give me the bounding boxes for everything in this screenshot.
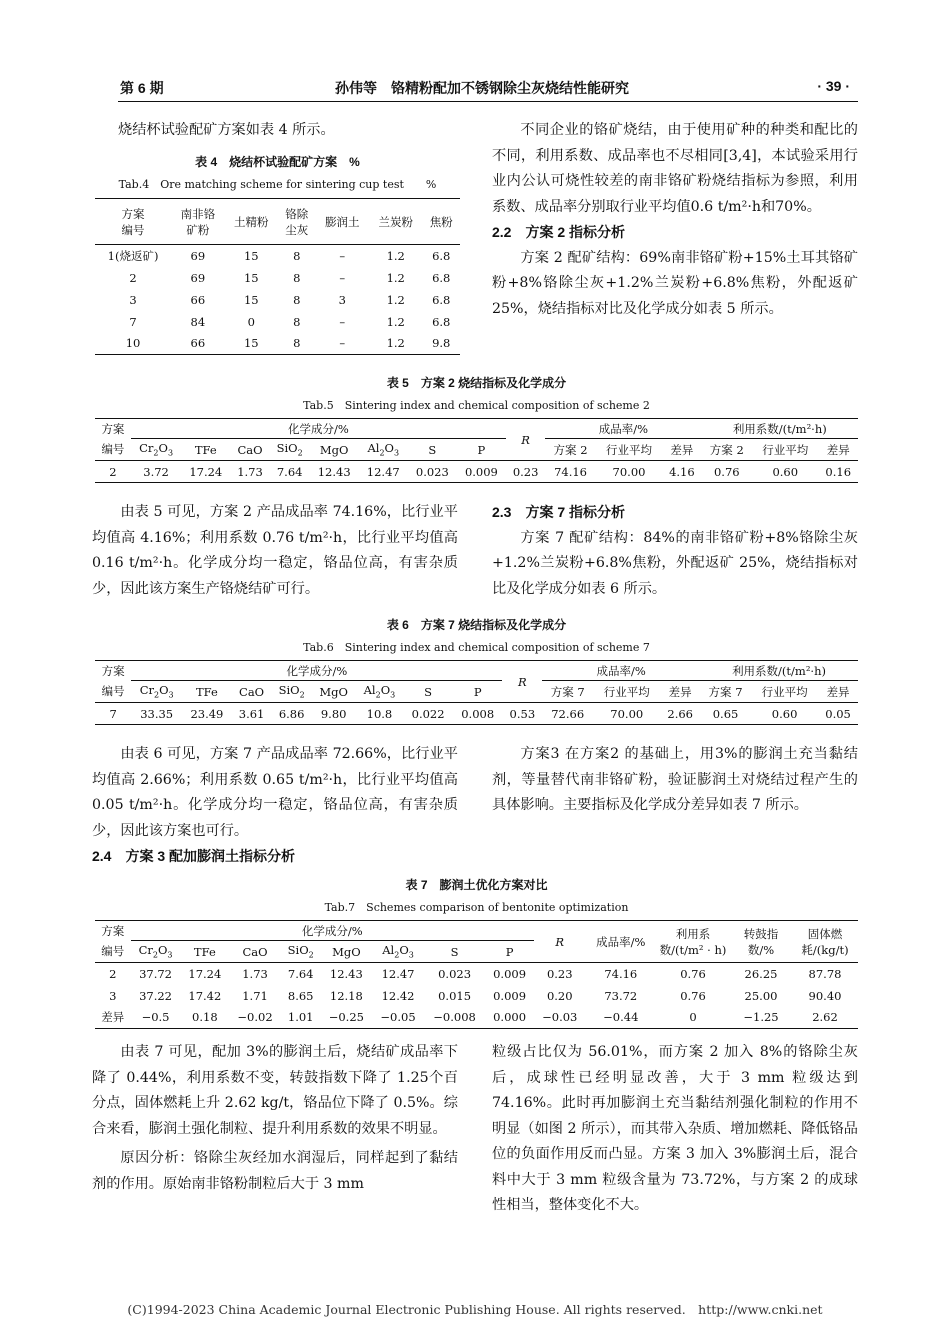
t6-s7a: 方案 7	[550, 684, 585, 699]
table-cell: 69	[190, 270, 206, 285]
t5-avgb: 行业平均	[762, 442, 809, 457]
table6-grid	[95, 660, 858, 725]
table-cell: 2.62	[812, 1010, 838, 1025]
table-cell: 3.61	[238, 706, 265, 721]
table-cell: −0.44	[603, 1010, 639, 1025]
table-cell: 1.2	[386, 248, 405, 263]
t5-al2o3: $Al_2O_3$	[367, 441, 400, 458]
paragraph: 方案 7 配矿结构：84%的南非铬矿粉+8%铬除尘灰+1.2%兰炭粉+6.8%焦粉，外配返矿 25%，烧结指标对比及化学成分如表 6 所示。	[492, 529, 858, 597]
table-cell: 1.2	[386, 336, 405, 351]
table-cell: −0.008	[433, 1010, 476, 1025]
table-cell: 72.66	[551, 706, 585, 721]
table-cell: 26.25	[744, 966, 778, 981]
table-cell: −0.25	[328, 1010, 364, 1025]
table-cell: 0.022	[411, 706, 445, 721]
table4-caption-en: Tab.4 Ore matching scheme for sintering cup test %	[118, 178, 437, 191]
running-header	[120, 78, 850, 98]
t5-yield: 成品率/%	[545, 419, 701, 439]
table-cell: 0.009	[464, 464, 498, 479]
paragraph: 方案3 在方案2 的基础上，用3%的膨润土充当黏结剂，等量替代南非铬矿粉，验证膨润土对烧结过程产生的具体影响。主要指标及化学成分差异如表 7 所示。	[492, 746, 858, 813]
table-cell: 差异	[101, 1010, 125, 1025]
table-cell: 17.42	[188, 988, 222, 1003]
t7-mgo: MgO	[332, 944, 361, 959]
section-2-4-heading: 2.4 方案 3 配加膨润土指标分析	[92, 848, 296, 864]
table-cell: –	[339, 336, 346, 351]
t7-bianhao: 编号	[101, 944, 125, 959]
table-cell: 8	[293, 270, 301, 285]
t6-diffa: 差异	[668, 684, 692, 699]
table-cell: 0.16	[825, 464, 852, 479]
table-cell: 8	[293, 336, 301, 351]
t6-diffb: 差异	[826, 684, 850, 699]
t7-al2o3: $Al_2O_3$	[382, 943, 414, 960]
table-cell: 0.23	[512, 464, 539, 479]
t4-h3: 铬除 尘灰	[285, 206, 309, 237]
table-cell: 1.2	[386, 314, 405, 329]
t5-p: P	[477, 442, 486, 457]
t7-R: R	[555, 934, 565, 949]
paragraph: 由表 5 可见，方案 2 产品成品率 74.16%，比行业平均值高 4.16%；利用系数 0.76 t/m²·h，比行业平均值高 0.16 t/m²·h。化学成分均一稳定，铬品位高，有害杂质少，因此该方案生产铬烧结矿可行。	[92, 504, 458, 597]
t6-R: R	[518, 674, 527, 689]
t6-avga: 行业平均	[603, 684, 650, 699]
t4-h1: 南非铬 矿粉	[180, 206, 216, 237]
table-cell: 0.000	[493, 1010, 527, 1025]
table-cell: –	[339, 270, 346, 285]
table-cell: 15	[243, 248, 259, 263]
table-cell: 1.01	[287, 1010, 314, 1025]
table-cell: 33.35	[140, 706, 174, 721]
t7-fuel: 固体燃耗/(kg/t)	[801, 926, 849, 957]
t5-s2a: 方案 2	[553, 442, 588, 457]
table-cell: 8	[293, 248, 301, 263]
t5-tfe: TFe	[194, 442, 217, 457]
table-cell: 3	[338, 292, 346, 307]
t5-mgo: MgO	[319, 442, 349, 457]
table-cell: 12.47	[366, 464, 400, 479]
table-cell: 1(烧返矿)	[107, 248, 159, 263]
table-cell: 6.8	[432, 314, 451, 329]
table-cell: 6.8	[432, 292, 451, 307]
paragraph: 不同企业的铬矿烧结，由于使用矿种的种类和配比的不同，利用系数、成品率也不尽相同[3,4]，本试验采用行业内公认可烧性较差的南非铬矿粉烧结指标为参照，利用系数、成品率分别取行业平均值0.6 t/m²·h和70%。	[492, 122, 858, 215]
table-cell: 6.8	[432, 248, 451, 263]
table-cell: 0.009	[493, 966, 527, 981]
table-cell: 9.8	[432, 336, 451, 351]
table6-caption-cn: 表 6 方案 7 烧结指标及化学成分	[386, 618, 567, 632]
issue-label: 第 6 期	[120, 80, 164, 96]
t6-util: 利用系数/(t/m²·h)	[700, 661, 858, 681]
t5-sio2: SiO$_2$	[276, 441, 303, 458]
right-scheme3	[492, 742, 858, 819]
table-cell: 7.64	[276, 464, 303, 479]
table-cell: 0	[689, 1010, 697, 1025]
table-cell: 12.43	[329, 966, 363, 981]
table-cell: 1.71	[242, 988, 268, 1003]
table-cell: 10.8	[366, 706, 393, 721]
table-cell: 12.47	[381, 966, 415, 981]
table-cell: 0.023	[438, 966, 472, 981]
table4-caption-cn: 表 4 烧结杯试验配矿方案 %	[195, 155, 360, 169]
t5-avga: 行业平均	[606, 442, 652, 457]
header-title: 孙伟等 铬精粉配加不锈钢除尘灰烧结性能研究	[335, 80, 629, 96]
t4-h2: 土精粉	[234, 214, 269, 229]
table5	[95, 374, 858, 483]
table-cell: 73.72	[604, 988, 638, 1003]
t7-p: P	[505, 944, 514, 959]
table-cell: 0.65	[712, 706, 739, 721]
table5-grid	[95, 418, 858, 483]
t5-R: R	[521, 432, 530, 447]
t7-sio2: SiO$_2$	[287, 943, 314, 960]
t7-s: S	[450, 944, 459, 959]
table-cell: 1.73	[237, 464, 263, 479]
table-cell: 1.2	[386, 292, 405, 307]
t6-s7b: 方案 7	[708, 684, 743, 699]
table-cell: 3	[129, 292, 137, 307]
table-cell: 2	[109, 966, 117, 981]
table-cell: 74.16	[604, 966, 638, 981]
table-cell: −0.02	[237, 1010, 273, 1025]
table-cell: 0.05	[825, 706, 851, 721]
table-cell: 12.42	[381, 988, 415, 1003]
table-cell: 3	[109, 988, 117, 1003]
t5-chem: 化学成分/%	[131, 419, 506, 439]
table-cell: −0.03	[542, 1010, 578, 1025]
table-cell: 1.73	[242, 966, 268, 981]
table-cell: 8	[293, 292, 301, 307]
table-cell: 0	[247, 314, 255, 329]
right-scheme7	[492, 500, 858, 602]
intro-text: 烧结杯试验配矿方案如表 4 所示。	[118, 122, 335, 138]
table6	[95, 616, 858, 725]
section-2-2-heading: 2.2 方案 2 指标分析	[492, 224, 626, 240]
t4-h5: 兰炭粉	[378, 214, 413, 229]
table-cell: 0.18	[192, 1010, 218, 1025]
table5-caption-en: Tab.5 Sintering index and chemical composition of scheme 2	[303, 399, 650, 412]
t7-cr2o3: $Cr_2O_3$	[138, 943, 173, 960]
t5-cr2o3: $Cr_2O_3$	[139, 441, 174, 458]
table-cell: 6.8	[432, 270, 451, 285]
t5-diffa: 差异	[670, 442, 694, 457]
copyright-footer: (C)1994-2023 China Academic Journal Electronic Publishing House. All rights reserved. http://www.cnki.net	[127, 1302, 823, 1317]
table7-caption-cn: 表 7 膨润土优化方案对比	[405, 878, 548, 892]
t5-util: 利用系数/(t/m²·h)	[702, 419, 858, 439]
table-cell: 0.76	[680, 966, 706, 981]
t7-cao: CaO	[242, 944, 268, 959]
table-cell: 0.015	[438, 988, 472, 1003]
t5-diffb: 差异	[826, 442, 850, 457]
table-cell: 37.22	[139, 988, 172, 1003]
t4-h4: 膨润土	[325, 214, 360, 229]
table-cell: 0.53	[509, 706, 536, 721]
table-cell: 3.72	[143, 464, 169, 479]
table-cell: 10	[125, 336, 141, 351]
t6-sio2: SiO$_2$	[278, 683, 305, 700]
table-cell: 7	[109, 706, 117, 721]
table-cell: 90.40	[808, 988, 842, 1003]
table-cell: 66	[190, 336, 206, 351]
t6-fangan: 方案	[101, 663, 125, 678]
right-bottom-column	[492, 1040, 858, 1219]
table-cell: –	[339, 314, 346, 329]
t7-drum: 转鼓指数/%	[743, 926, 779, 957]
t6-cao: CaO	[239, 684, 265, 699]
table-cell: 0.76	[713, 464, 740, 479]
table-cell: 15	[243, 270, 259, 285]
table7-caption-en: Tab.7 Schemes comparison of bentonite optimization	[324, 901, 629, 914]
t6-mgo: MgO	[319, 684, 348, 699]
table-cell: 84	[190, 314, 206, 329]
table-cell: 7.64	[287, 966, 314, 981]
t6-bianhao: 编号	[101, 684, 125, 699]
table-cell: 2.66	[667, 706, 693, 721]
table-cell: −0.5	[141, 1010, 170, 1025]
table-cell: 9.80	[320, 706, 347, 721]
table-cell: 0.60	[771, 706, 798, 721]
table-cell: 0.60	[772, 464, 799, 479]
table-cell: 23.49	[190, 706, 224, 721]
table-cell: –	[339, 248, 346, 263]
table4	[95, 153, 460, 355]
table-cell: 0.009	[493, 988, 527, 1003]
t5-cao: CaO	[237, 442, 263, 457]
t5-s2b: 方案 2	[709, 442, 744, 457]
left-bottom-column	[92, 1040, 458, 1197]
table-cell: 2	[129, 270, 137, 285]
table-cell: 4.16	[669, 464, 695, 479]
t7-util: 利用系数/(t/m² · h)	[659, 926, 727, 957]
section-2-3-heading: 2.3 方案 7 指标分析	[492, 504, 626, 520]
table-cell: −0.05	[380, 1010, 416, 1025]
t7-chem: 化学成分/%	[131, 921, 534, 941]
table5-caption-cn: 表 5 方案 2 烧结指标及化学成分	[386, 376, 567, 390]
table-cell: 1.2	[386, 270, 405, 285]
table-cell: 17.24	[188, 966, 222, 981]
left-table5-discussion	[92, 500, 458, 602]
table-cell: 70.00	[612, 464, 646, 479]
table-cell: 69	[190, 248, 206, 263]
t7-tfe: TFe	[193, 944, 216, 959]
t5-s: S	[428, 442, 437, 457]
table-cell: 66	[190, 292, 206, 307]
table-cell: 0.023	[415, 464, 449, 479]
table-cell: 2	[109, 464, 117, 479]
paragraph: 原因分析：铬除尘灰经加水润湿后，同样起到了黏结剂的作用。原始南非铬粉制粒后大于 3 mm	[92, 1150, 458, 1192]
table7-grid	[95, 920, 858, 1029]
table-cell: 70.00	[610, 706, 644, 721]
left-intro	[118, 118, 458, 144]
paragraph: 方案 2 配矿结构：69%南非铬矿粉+15%土耳其铬矿粉+8%铬除尘灰+1.2%兰炭粉+6.8%焦粉，外配返矿 25%，烧结指标对比及化学成分如表 5 所示。	[492, 249, 858, 317]
paragraph: 粒级占比仅为 56.01%，而方案 2 加入 8%的铬除尘灰后，成球性已经明显改善，大于 3 mm 粒级达到 74.16%。此时再加膨润土充当黏结剂强化制粒的作用不明显（如图 2 所示），而其带入杂质、增加燃耗、降低铬品位的负面作用反而凸显。方案 3 加入 3%膨润土后，混合料中大于 3 mm 粒级含量为 73.72%，与方案 2 的成球性相当，整体变化不大。	[492, 1044, 858, 1213]
t6-yield: 成品率/%	[542, 661, 700, 681]
table-cell: 74.16	[554, 464, 588, 479]
t6-chem: 化学成分/%	[131, 661, 502, 681]
table-cell: 15	[243, 292, 259, 307]
t7-yield: 成品率/%	[596, 934, 646, 949]
paragraph: 由表 7 可见，配加 3%的膨润土后，烧结矿成品率下降了 0.44%，利用系数不变，转鼓指数下降了 1.25个百分点，固体燃耗上升 2.62 kg/t，铬品位下降了 0.5%。综合来看，膨润土强化制粒、提升利用系数的效果不明显。	[92, 1044, 458, 1137]
table-cell: 7	[129, 314, 137, 329]
t5-fangan: 方案	[101, 421, 125, 436]
t4-h0: 方案 编号	[121, 206, 145, 237]
table-cell: 8.65	[287, 988, 314, 1003]
t6-cr2o3: $Cr_2O_3$	[139, 683, 174, 700]
right-top-column	[492, 118, 858, 322]
t7-fangan: 方案	[101, 923, 125, 938]
table-cell: 12.18	[329, 988, 363, 1003]
t6-avgb: 行业平均	[761, 684, 808, 699]
t6-s: S	[424, 684, 433, 699]
table-cell: 0.008	[461, 706, 495, 721]
table-cell: 8	[293, 314, 301, 329]
table-cell: 0.20	[546, 988, 573, 1003]
table-cell: 37.72	[139, 966, 172, 981]
table-cell: 0.76	[680, 988, 706, 1003]
left-table6-discussion	[92, 742, 458, 870]
table-cell: 17.24	[189, 464, 223, 479]
paragraph: 由表 6 可见，方案 7 产品成品率 72.66%，比行业平均值高 2.66%；利用系数 0.65 t/m²·h，比行业平均值高 0.05 t/m²·h。化学成分均一稳定，铬品位高，有害杂质少，因此该方案也可行。	[92, 746, 458, 839]
t5-bianhao: 编号	[101, 442, 125, 457]
table-cell: −1.25	[743, 1010, 779, 1025]
table-cell: 25.00	[744, 988, 778, 1003]
header-rule	[118, 101, 858, 102]
table-cell: 15	[243, 336, 259, 351]
page-number: · 39 ·	[817, 78, 850, 94]
table-cell: 6.86	[278, 706, 305, 721]
table7	[95, 876, 858, 1029]
t6-p: P	[473, 684, 482, 699]
table4-grid	[95, 198, 460, 355]
table-cell: 12.43	[317, 464, 351, 479]
t6-tfe: TFe	[196, 684, 218, 699]
table-cell: 87.78	[808, 966, 842, 981]
table-cell: 0.23	[546, 966, 573, 981]
t6-al2o3: $Al_2O_3$	[363, 683, 396, 700]
table6-caption-en: Tab.6 Sintering index and chemical composition of scheme 7	[303, 641, 650, 654]
t4-h6: 焦粉	[429, 214, 453, 229]
